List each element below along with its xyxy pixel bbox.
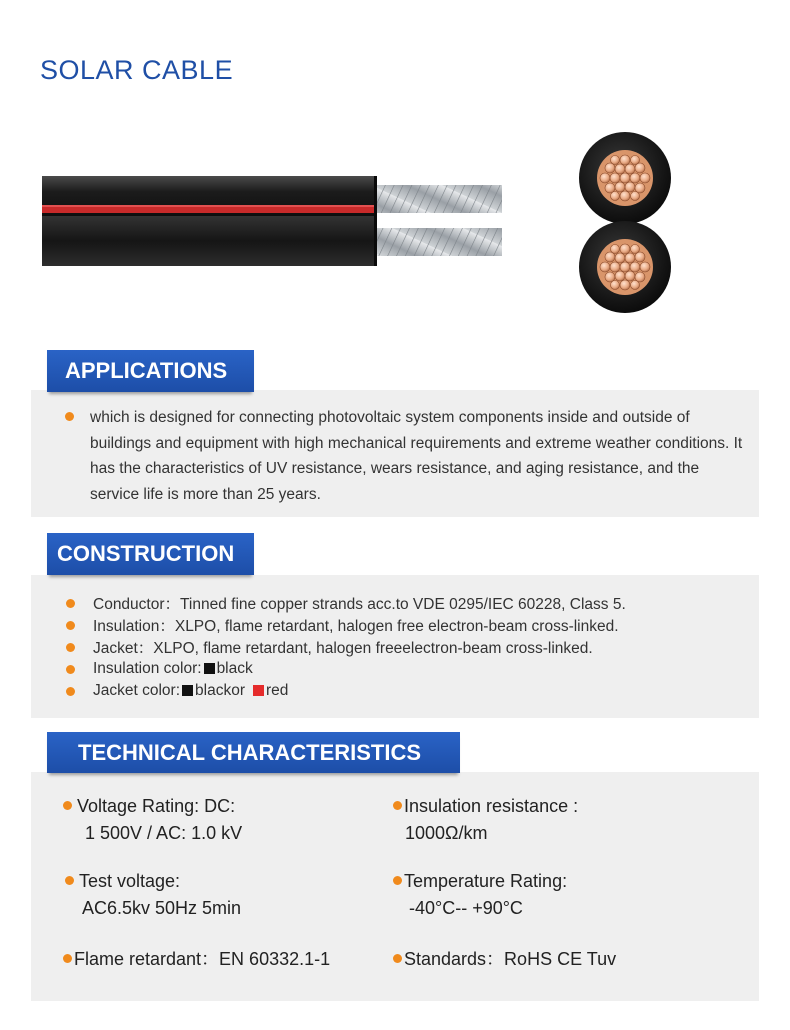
temperature-rating <box>393 868 567 922</box>
bullet <box>66 621 75 630</box>
voltage-line1: Voltage Rating: DC: <box>77 796 236 816</box>
bullet <box>393 801 402 810</box>
list-item <box>66 592 746 614</box>
technical-heading-text: TECHNICAL CHARACTERISTICS <box>78 739 422 765</box>
bullet <box>66 643 75 652</box>
bullet <box>63 954 72 963</box>
list-item <box>66 680 746 702</box>
construction-heading <box>47 533 254 575</box>
bullet <box>63 801 72 810</box>
flame-text: Flame retardant：EN 60332.1-1 <box>74 949 331 969</box>
applications-bullet <box>65 412 74 421</box>
standards-text: Standards：RoHS CE Tuv <box>404 949 617 969</box>
bullet <box>393 954 402 963</box>
bullet <box>65 876 74 885</box>
page-title: SOLAR CABLE <box>40 55 234 85</box>
bullet <box>66 665 75 674</box>
voltage-line2: 1 500V / AC: 1.0 kV <box>85 823 243 843</box>
black-swatch <box>182 685 193 696</box>
temperature-line1: Temperature Rating: <box>404 871 568 891</box>
list-item <box>66 658 746 680</box>
test-voltage-line2: AC6.5kv 50Hz 5min <box>82 898 242 918</box>
test-voltage <box>65 868 241 922</box>
solar-cable-image <box>40 130 690 330</box>
jacket-text: Jacket：XLPO, flame retardant, halogen freeelectron-beam cross-linked. <box>93 640 593 657</box>
applications-text: which is designed for connecting photovoltaic system components inside and outside of buildings and equipment with high mechanical requirements and extreme weather conditions. It has the characteristics of UV resistance, wears resistance, and aging resistance, and the service life is more than 25 years. <box>90 409 743 503</box>
flame-retardant <box>63 946 330 973</box>
list-item <box>66 614 746 636</box>
black-swatch <box>204 663 215 674</box>
insulation-resistance-line1: Insulation resistance : <box>404 796 579 816</box>
jacket-color-value-2: red <box>265 682 289 699</box>
applications-heading-text: APPLICATIONS <box>65 358 228 383</box>
red-swatch <box>253 685 264 696</box>
insulation-resistance-line2: 1000Ω/km <box>405 823 488 843</box>
applications-heading <box>47 350 254 392</box>
technical-heading <box>47 732 460 773</box>
construction-heading-text: CONSTRUCTION <box>57 541 235 566</box>
conductor-text: Conductor：Tinned fine copper strands acc.to VDE 0295/IEC 60228, Class 5. <box>93 596 626 613</box>
insulation-text: Insulation：XLPO, flame retardant, halogen free electron-beam cross-linked. <box>93 618 619 635</box>
construction-list <box>66 592 746 702</box>
jacket-color-label: Jacket color: <box>93 682 181 699</box>
insulation-resistance <box>393 793 578 847</box>
jacket-color-value-1: blackor <box>195 682 245 699</box>
list-item <box>66 636 746 658</box>
insulation-color-label: Insulation color: <box>93 660 202 677</box>
bullet <box>66 687 75 696</box>
voltage-rating <box>63 793 242 847</box>
cross-section-top <box>579 132 671 224</box>
test-voltage-line1: Test voltage: <box>79 871 181 891</box>
cross-section-bottom <box>579 221 671 313</box>
bullet <box>66 599 75 608</box>
temperature-line2: -40°C-- +90°C <box>409 898 523 918</box>
bullet <box>393 876 402 885</box>
standards <box>393 946 616 973</box>
insulation-color-value: black <box>216 660 253 677</box>
